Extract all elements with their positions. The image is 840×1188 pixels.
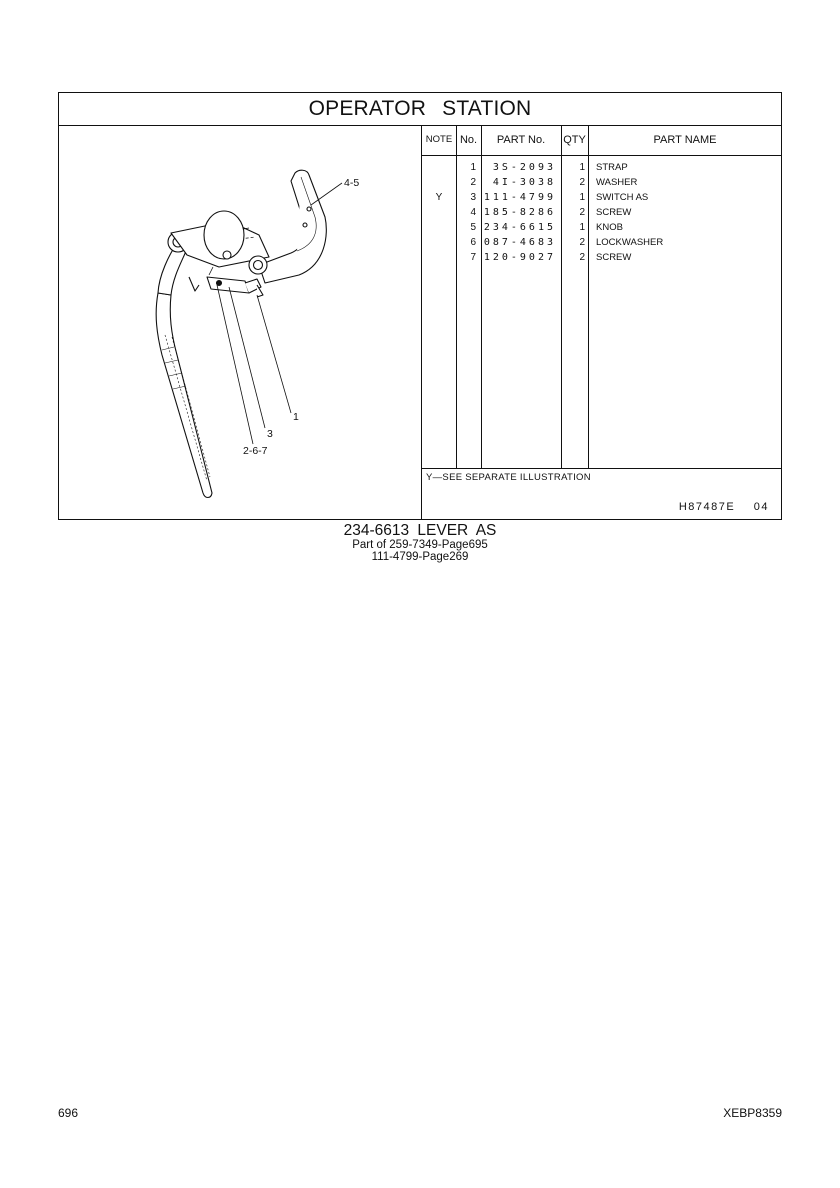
- row-no: 7: [470, 252, 476, 263]
- row-qty: 1: [579, 162, 585, 173]
- row-part-no: 111-4799: [483, 192, 556, 203]
- row-part-name: SWITCH AS: [596, 192, 649, 203]
- table-row: [422, 190, 781, 205]
- lever-illustration: [59, 125, 421, 519]
- table-row: [422, 175, 781, 190]
- row-no: 6: [470, 237, 476, 248]
- table-bottom-divider: [422, 468, 781, 469]
- section-title: OPERATOR STATION: [59, 93, 781, 126]
- callout-1: 1: [293, 411, 299, 423]
- table-row: [422, 250, 781, 265]
- row-part-name: WASHER: [596, 177, 638, 188]
- assembly-reference-2: 111-4799-Page269: [371, 551, 469, 563]
- row-qty: 1: [579, 192, 585, 203]
- row-qty: 2: [579, 177, 585, 188]
- row-part-no: 087-4683: [483, 237, 556, 248]
- row-part-no: 3S-2093: [492, 162, 556, 173]
- header-note: NOTE: [425, 134, 453, 145]
- document-code: XEBP8359: [723, 1106, 782, 1120]
- row-qty: 2: [579, 252, 585, 263]
- callout-2-6-7: 2-6-7: [243, 445, 268, 457]
- row-note: Y: [435, 192, 443, 203]
- table-row: [422, 235, 781, 250]
- row-part-no: 120-9027: [483, 252, 556, 263]
- callout-3: 3: [267, 428, 273, 440]
- header-qty: QTY: [563, 134, 586, 146]
- row-part-name: SCREW: [596, 252, 632, 263]
- row-part-name: SCREW: [596, 207, 632, 218]
- header-part-name: PART NAME: [653, 134, 717, 146]
- row-no: 2: [470, 177, 476, 188]
- row-part-name: KNOB: [596, 222, 623, 233]
- table-row: [422, 220, 781, 235]
- callout-4-5: 4-5: [344, 177, 360, 189]
- assembly-reference-1: Part of 259-7349-Page695: [352, 539, 488, 551]
- row-part-name: LOCKWASHER: [596, 237, 664, 248]
- row-no: 4: [470, 207, 476, 218]
- parts-frame: [58, 92, 782, 520]
- row-qty: 2: [579, 207, 585, 218]
- row-no: 1: [470, 162, 476, 173]
- separate-illustration-note: Y—SEE SEPARATE ILLUSTRATION: [426, 472, 591, 483]
- table-row: [422, 160, 781, 175]
- row-qty: 1: [579, 222, 585, 233]
- row-part-no: 4I-3038: [492, 177, 556, 188]
- row-qty: 2: [579, 237, 585, 248]
- assembly-title: 234-6613 LEVER AS: [343, 522, 497, 539]
- parts-table: [421, 125, 781, 519]
- header-no: No.: [459, 134, 478, 146]
- lever-drawing: [59, 125, 421, 519]
- header-part-no: PART No.: [496, 134, 546, 146]
- row-part-name: STRAP: [596, 162, 628, 173]
- drawing-number: H87487E 04: [678, 501, 769, 513]
- row-part-no: 234-6615: [483, 222, 556, 233]
- row-no: 3: [470, 192, 476, 203]
- page-number: 696: [58, 1106, 79, 1120]
- table-row: [422, 205, 781, 220]
- row-no: 5: [470, 222, 476, 233]
- header-divider: [422, 155, 781, 156]
- row-part-no: 185-8286: [483, 207, 556, 218]
